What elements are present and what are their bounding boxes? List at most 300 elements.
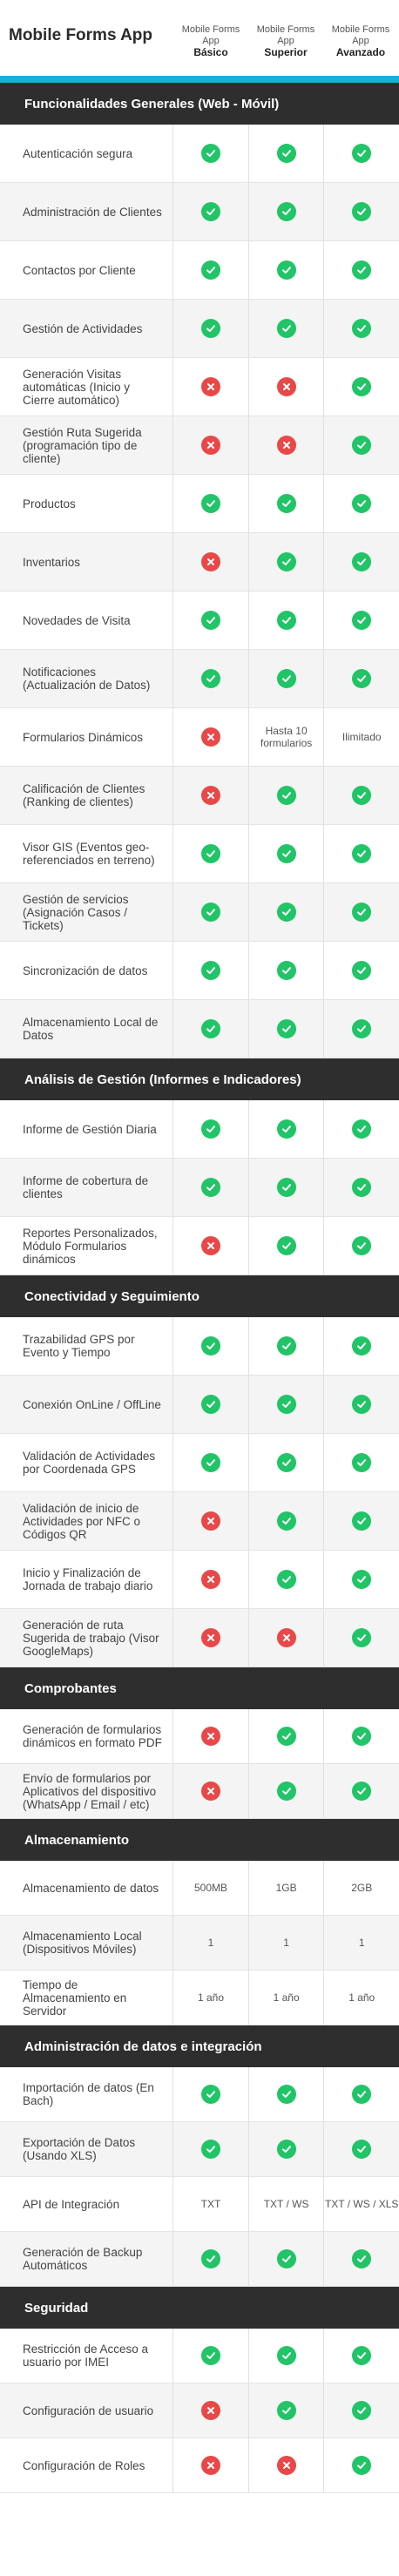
plan-avanzado-cell — [324, 1000, 399, 1058]
feature-label: Generación de formularios dinámicos en formato PDF — [0, 1709, 173, 1763]
feature-label: Novedades de Visita — [0, 592, 173, 649]
check-icon — [277, 2140, 296, 2159]
plan-superior-value: 1GB — [249, 1861, 325, 1915]
check-icon — [201, 961, 220, 980]
check-icon — [277, 1119, 296, 1139]
section-header — [0, 2025, 399, 2067]
check-icon — [201, 260, 220, 280]
feature-row — [0, 1434, 399, 1492]
feature-row — [0, 475, 399, 533]
section-title: Conectividad y Seguimiento — [24, 1288, 200, 1304]
plan-basico-cell — [173, 1551, 249, 1608]
feature-row — [0, 1971, 399, 2025]
plan-basico-cell — [173, 1764, 249, 1818]
plan-basico-cell — [173, 533, 249, 591]
check-icon — [277, 1511, 296, 1531]
feature-row — [0, 2329, 399, 2383]
plan-name: Mobile Forms App — [256, 24, 315, 46]
feature-label: Exportación de Datos (Usando XLS) — [0, 2122, 173, 2176]
cross-icon — [201, 786, 220, 805]
plan-superior-cell — [249, 1376, 325, 1433]
check-icon — [201, 144, 220, 163]
plan-avanzado-cell — [324, 1376, 399, 1433]
plan-avanzado-cell — [324, 767, 399, 824]
plan-basico-cell — [173, 2122, 249, 2176]
plan-basico-cell — [173, 1492, 249, 1550]
plan-basico-cell — [173, 1376, 249, 1433]
plan-basico-cell — [173, 942, 249, 999]
feature-row — [0, 358, 399, 416]
check-icon — [352, 1395, 371, 1414]
plan-superior-cell — [249, 1159, 325, 1216]
check-icon — [352, 1019, 371, 1038]
plan-avanzado-cell — [324, 2438, 399, 2492]
check-icon — [277, 2346, 296, 2365]
plan-basico-cell — [173, 650, 249, 707]
plan-superior-cell — [249, 2438, 325, 2492]
check-icon — [352, 669, 371, 688]
plan-basico-cell — [173, 358, 249, 416]
plan-superior-cell — [249, 2232, 325, 2286]
plan-superior-cell — [249, 1434, 325, 1491]
feature-label: Visor GIS (Eventos geo-referenciados en terreno) — [0, 825, 173, 882]
plan-avanzado-cell — [324, 2232, 399, 2286]
plan-avanzado-value: TXT / WS / XLS — [324, 2198, 399, 2210]
check-icon — [352, 611, 371, 630]
plan-basico-cell — [173, 125, 249, 182]
check-icon — [277, 260, 296, 280]
check-icon — [277, 903, 296, 922]
check-icon — [277, 961, 296, 980]
plan-superior-cell — [249, 883, 325, 941]
cross-icon — [201, 377, 220, 396]
plan-superior-header — [249, 24, 322, 58]
feature-row — [0, 1492, 399, 1551]
cross-icon — [201, 1236, 220, 1255]
plan-superior-value: Hasta 10 formularios — [249, 708, 325, 766]
plan-avanzado-cell — [324, 592, 399, 649]
plan-avanzado-cell — [324, 883, 399, 941]
feature-row — [0, 183, 399, 241]
section-header — [0, 2287, 399, 2329]
check-icon — [201, 903, 220, 922]
feature-label: Formularios Dinámicos — [0, 708, 173, 766]
plan-tier: Avanzado — [335, 46, 386, 58]
check-icon — [352, 2085, 371, 2104]
plan-superior-cell — [249, 1764, 325, 1818]
check-icon — [201, 494, 220, 513]
table-header — [0, 0, 399, 83]
plan-basico-cell — [173, 1217, 249, 1274]
check-icon — [277, 786, 296, 805]
check-icon — [352, 1178, 371, 1197]
plan-tier: Básico — [193, 46, 228, 58]
plan-superior-cell — [249, 942, 325, 999]
section-title: Funcionalidades Generales (Web - Móvil) — [24, 96, 280, 112]
feature-row — [0, 767, 399, 825]
section-header — [0, 1667, 399, 1709]
feature-row — [0, 125, 399, 183]
feature-label: Almacenamiento de datos — [0, 1861, 173, 1915]
check-icon — [352, 2401, 371, 2420]
check-icon — [277, 494, 296, 513]
feature-label: Envío de formularios por Aplicativos del dispositivo (WhatsApp / Email / etc) — [0, 1764, 173, 1818]
plan-superior-cell — [249, 475, 325, 532]
check-icon — [277, 1453, 296, 1472]
feature-label: Sincronización de datos — [0, 942, 173, 999]
plan-superior-value: 1 año — [249, 1971, 325, 2025]
plan-superior-cell — [249, 2383, 325, 2437]
check-icon — [277, 2085, 296, 2104]
plan-basico-cell — [173, 708, 249, 766]
check-icon — [277, 1782, 296, 1801]
feature-row — [0, 1217, 399, 1275]
check-icon — [277, 1727, 296, 1746]
plan-basico-cell — [173, 592, 249, 649]
comparison-table — [0, 83, 399, 2493]
feature-label: Gestión de Actividades — [0, 300, 173, 357]
feature-row — [0, 1317, 399, 1376]
plan-avanzado-cell — [324, 1100, 399, 1158]
check-icon — [352, 2249, 371, 2268]
plan-superior-cell — [249, 1100, 325, 1158]
check-icon — [277, 1395, 296, 1414]
plan-basico-cell — [173, 2329, 249, 2383]
check-icon — [352, 1727, 371, 1746]
check-icon — [277, 1336, 296, 1356]
check-icon — [277, 1236, 296, 1255]
section-title: Almacenamiento — [24, 1832, 130, 1848]
plan-superior-cell — [249, 358, 325, 416]
cross-icon — [201, 1727, 220, 1746]
plan-basico-cell — [173, 1317, 249, 1375]
plan-avanzado-cell — [324, 358, 399, 416]
cross-icon — [201, 552, 220, 571]
plan-superior-cell — [249, 2122, 325, 2176]
feature-label: Gestión de servicios (Asignación Casos / Tickets) — [0, 883, 173, 941]
feature-label: Calificación de Clientes (Ranking de clientes) — [0, 767, 173, 824]
check-icon — [352, 1628, 371, 1647]
plan-avanzado-cell — [324, 1492, 399, 1550]
cross-icon — [277, 1628, 296, 1647]
check-icon — [201, 2249, 220, 2268]
cross-icon — [277, 377, 296, 396]
check-icon — [352, 2346, 371, 2365]
feature-row — [0, 2122, 399, 2177]
check-icon — [277, 144, 296, 163]
plan-superior-cell — [249, 1000, 325, 1058]
check-icon — [352, 1236, 371, 1255]
plan-superior-value: TXT / WS — [249, 2177, 325, 2231]
plan-avanzado-cell — [324, 2383, 399, 2437]
check-icon — [277, 319, 296, 338]
section-header — [0, 1058, 399, 1100]
feature-label: Generación de ruta Sugerida de trabajo (Visor GoogleMaps) — [0, 1609, 173, 1667]
feature-label: Tiempo de Almacenamiento en Servidor — [0, 1971, 173, 2025]
check-icon — [352, 786, 371, 805]
plan-superior-cell — [249, 416, 325, 474]
plan-basico-cell — [173, 1000, 249, 1058]
cross-icon — [201, 1628, 220, 1647]
check-icon — [352, 2140, 371, 2159]
feature-row — [0, 2232, 399, 2287]
feature-label: Informe de Gestión Diaria — [0, 1100, 173, 1158]
plan-superior-cell — [249, 1551, 325, 1608]
plan-basico-cell — [173, 883, 249, 941]
check-icon — [201, 1178, 220, 1197]
check-icon — [352, 1511, 371, 1531]
plan-avanzado-cell — [324, 1551, 399, 1608]
plan-basico-cell — [173, 1709, 249, 1763]
check-icon — [277, 2249, 296, 2268]
feature-row — [0, 1376, 399, 1434]
plan-avanzado-cell — [324, 2329, 399, 2383]
plan-name: Mobile Forms App — [331, 24, 390, 46]
check-icon — [277, 552, 296, 571]
plan-basico-value: TXT — [173, 2177, 249, 2231]
feature-label: Configuración de usuario — [0, 2383, 173, 2437]
feature-row — [0, 1000, 399, 1058]
check-icon — [352, 1570, 371, 1589]
plan-superior-cell — [249, 1609, 325, 1667]
check-icon — [277, 669, 296, 688]
feature-label: Contactos por Cliente — [0, 241, 173, 299]
header-accent-bar — [0, 76, 399, 83]
plan-superior-cell — [249, 650, 325, 707]
feature-label: Inicio y Finalización de Jornada de trabajo diario — [0, 1551, 173, 1608]
plan-basico-cell — [173, 183, 249, 240]
check-icon — [201, 1453, 220, 1472]
plan-avanzado-value: 1 — [358, 1937, 365, 1949]
plan-avanzado-cell — [324, 1434, 399, 1491]
cross-icon — [201, 1570, 220, 1589]
feature-row — [0, 1551, 399, 1609]
feature-row — [0, 2383, 399, 2438]
check-icon — [201, 669, 220, 688]
feature-label: Inventarios — [0, 533, 173, 591]
plan-avanzado-cell — [324, 125, 399, 182]
check-icon — [352, 961, 371, 980]
plan-avanzado-cell — [324, 942, 399, 999]
feature-label: Productos — [0, 475, 173, 532]
plan-avanzado-cell — [324, 825, 399, 882]
plan-basico-cell — [173, 241, 249, 299]
check-icon — [352, 494, 371, 513]
feature-row — [0, 1159, 399, 1217]
feature-label: Configuración de Roles — [0, 2438, 173, 2492]
plan-superior-cell — [249, 125, 325, 182]
check-icon — [277, 611, 296, 630]
feature-label: Restricción de Acceso a usuario por IMEI — [0, 2329, 173, 2383]
feature-row — [0, 592, 399, 650]
feature-label: Informe de cobertura de clientes — [0, 1159, 173, 1216]
plan-basico-value: 1 año — [173, 1971, 249, 2025]
plan-avanzado-header — [324, 24, 397, 58]
feature-row — [0, 416, 399, 475]
feature-label: Almacenamiento Local de Datos — [0, 1000, 173, 1058]
check-icon — [352, 844, 371, 863]
feature-row — [0, 1861, 399, 1916]
feature-row — [0, 2177, 399, 2232]
feature-label: Validación de Actividades por Coordenada GPS — [0, 1434, 173, 1491]
check-icon — [277, 2401, 296, 2420]
section-header — [0, 83, 399, 125]
feature-label: Validación de inicio de Actividades por NFC o Códigos QR — [0, 1492, 173, 1550]
check-icon — [352, 436, 371, 455]
plan-avanzado-cell — [324, 241, 399, 299]
check-icon — [277, 844, 296, 863]
feature-row — [0, 650, 399, 708]
plan-basico-cell — [173, 416, 249, 474]
plan-avanzado-cell — [324, 1317, 399, 1375]
check-icon — [352, 903, 371, 922]
feature-label: Reportes Personalizados, Módulo Formularios dinámicos — [0, 1217, 173, 1274]
feature-row — [0, 1709, 399, 1764]
check-icon — [277, 202, 296, 221]
check-icon — [201, 1336, 220, 1356]
plan-superior-cell — [249, 1317, 325, 1375]
feature-row — [0, 533, 399, 592]
check-icon — [352, 1782, 371, 1801]
feature-row — [0, 1100, 399, 1159]
plan-superior-cell — [249, 2067, 325, 2121]
plan-avanzado-cell — [324, 1217, 399, 1274]
plan-basico-cell — [173, 1434, 249, 1491]
plan-superior-cell — [249, 2329, 325, 2383]
check-icon — [277, 1019, 296, 1038]
plan-basico-cell — [173, 300, 249, 357]
check-icon — [201, 611, 220, 630]
section-title: Comprobantes — [24, 1680, 117, 1696]
feature-label: API de Integración — [0, 2177, 173, 2231]
feature-row — [0, 300, 399, 358]
feature-row — [0, 1916, 399, 1971]
check-icon — [352, 319, 371, 338]
check-icon — [352, 144, 371, 163]
plan-avanzado-value: 1 año — [348, 1991, 375, 2004]
check-icon — [352, 202, 371, 221]
plan-avanzado-cell — [324, 1159, 399, 1216]
check-icon — [201, 1395, 220, 1414]
plan-avanzado-cell — [324, 416, 399, 474]
plan-avanzado-cell — [324, 183, 399, 240]
feature-label: Autenticación segura — [0, 125, 173, 182]
plan-avanzado-cell — [324, 650, 399, 707]
feature-row — [0, 241, 399, 300]
plan-basico-cell — [173, 1159, 249, 1216]
plan-tier: Superior — [264, 46, 308, 58]
check-icon — [277, 1178, 296, 1197]
check-icon — [352, 377, 371, 396]
feature-label: Administración de Clientes — [0, 183, 173, 240]
feature-row — [0, 1764, 399, 1819]
plan-avanzado-cell — [324, 1709, 399, 1763]
feature-row — [0, 825, 399, 883]
plan-avanzado-value: 2GB — [351, 1882, 373, 1894]
plan-superior-cell — [249, 1709, 325, 1763]
cross-icon — [277, 2456, 296, 2475]
cross-icon — [201, 1782, 220, 1801]
check-icon — [277, 1570, 296, 1589]
plan-basico-value: 1 — [173, 1916, 249, 1970]
feature-label: Notificaciones (Actualización de Datos) — [0, 650, 173, 707]
feature-row — [0, 2438, 399, 2493]
check-icon — [352, 260, 371, 280]
check-icon — [201, 844, 220, 863]
plan-superior-cell — [249, 1217, 325, 1274]
check-icon — [201, 2140, 220, 2159]
section-header — [0, 1819, 399, 1861]
plan-basico-cell — [173, 475, 249, 532]
check-icon — [352, 1336, 371, 1356]
feature-label: Generación Visitas automáticas (Inicio y Cierre automático) — [0, 358, 173, 416]
feature-row — [0, 883, 399, 942]
check-icon — [201, 319, 220, 338]
cross-icon — [201, 2456, 220, 2475]
cross-icon — [201, 2401, 220, 2420]
plan-basico-cell — [173, 2383, 249, 2437]
page-title: Mobile Forms App — [9, 26, 153, 44]
check-icon — [352, 1119, 371, 1139]
plan-avanzado-cell — [324, 475, 399, 532]
cross-icon — [201, 1511, 220, 1531]
plan-basico-cell — [173, 2232, 249, 2286]
check-icon — [201, 2085, 220, 2104]
cross-icon — [201, 436, 220, 455]
plan-avanzado-cell — [324, 533, 399, 591]
feature-label: Almacenamiento Local (Dispositivos Móviles) — [0, 1916, 173, 1970]
cross-icon — [277, 436, 296, 455]
plan-basico-cell — [173, 825, 249, 882]
feature-row — [0, 708, 399, 767]
plan-avanzado-cell — [324, 300, 399, 357]
section-title: Análisis de Gestión (Informes e Indicadores) — [24, 1072, 301, 1087]
check-icon — [201, 1119, 220, 1139]
plan-superior-cell — [249, 825, 325, 882]
plan-superior-value: 1 — [249, 1916, 325, 1970]
plan-basico-header — [174, 24, 247, 58]
plan-superior-cell — [249, 533, 325, 591]
feature-label: Importación de datos (En Bach) — [0, 2067, 173, 2121]
plan-superior-cell — [249, 183, 325, 240]
feature-label: Generación de Backup Automáticos — [0, 2232, 173, 2286]
feature-label: Gestión Ruta Sugerida (programación tipo de cliente) — [0, 416, 173, 474]
plan-superior-cell — [249, 241, 325, 299]
plan-basico-cell — [173, 1100, 249, 1158]
plan-avanzado-cell — [324, 2067, 399, 2121]
plan-name: Mobile Forms App — [181, 24, 240, 46]
plan-avanzado-cell — [324, 1764, 399, 1818]
plan-superior-cell — [249, 767, 325, 824]
section-header — [0, 1275, 399, 1317]
feature-label: Trazabilidad GPS por Evento y Tiempo — [0, 1317, 173, 1375]
plan-superior-cell — [249, 592, 325, 649]
plan-basico-cell — [173, 2438, 249, 2492]
check-icon — [352, 552, 371, 571]
feature-row — [0, 1609, 399, 1667]
plan-avanzado-value: Ilimitado — [342, 731, 382, 743]
feature-row — [0, 2067, 399, 2122]
cross-icon — [201, 727, 220, 747]
section-title: Seguridad — [24, 2300, 89, 2316]
feature-label: Conexión OnLine / OffLine — [0, 1376, 173, 1433]
plan-avanzado-cell — [324, 2122, 399, 2176]
check-icon — [201, 202, 220, 221]
plan-avanzado-cell — [324, 1609, 399, 1667]
section-title: Administración de datos e integración — [24, 2038, 262, 2054]
check-icon — [201, 1019, 220, 1038]
plan-superior-cell — [249, 1492, 325, 1550]
